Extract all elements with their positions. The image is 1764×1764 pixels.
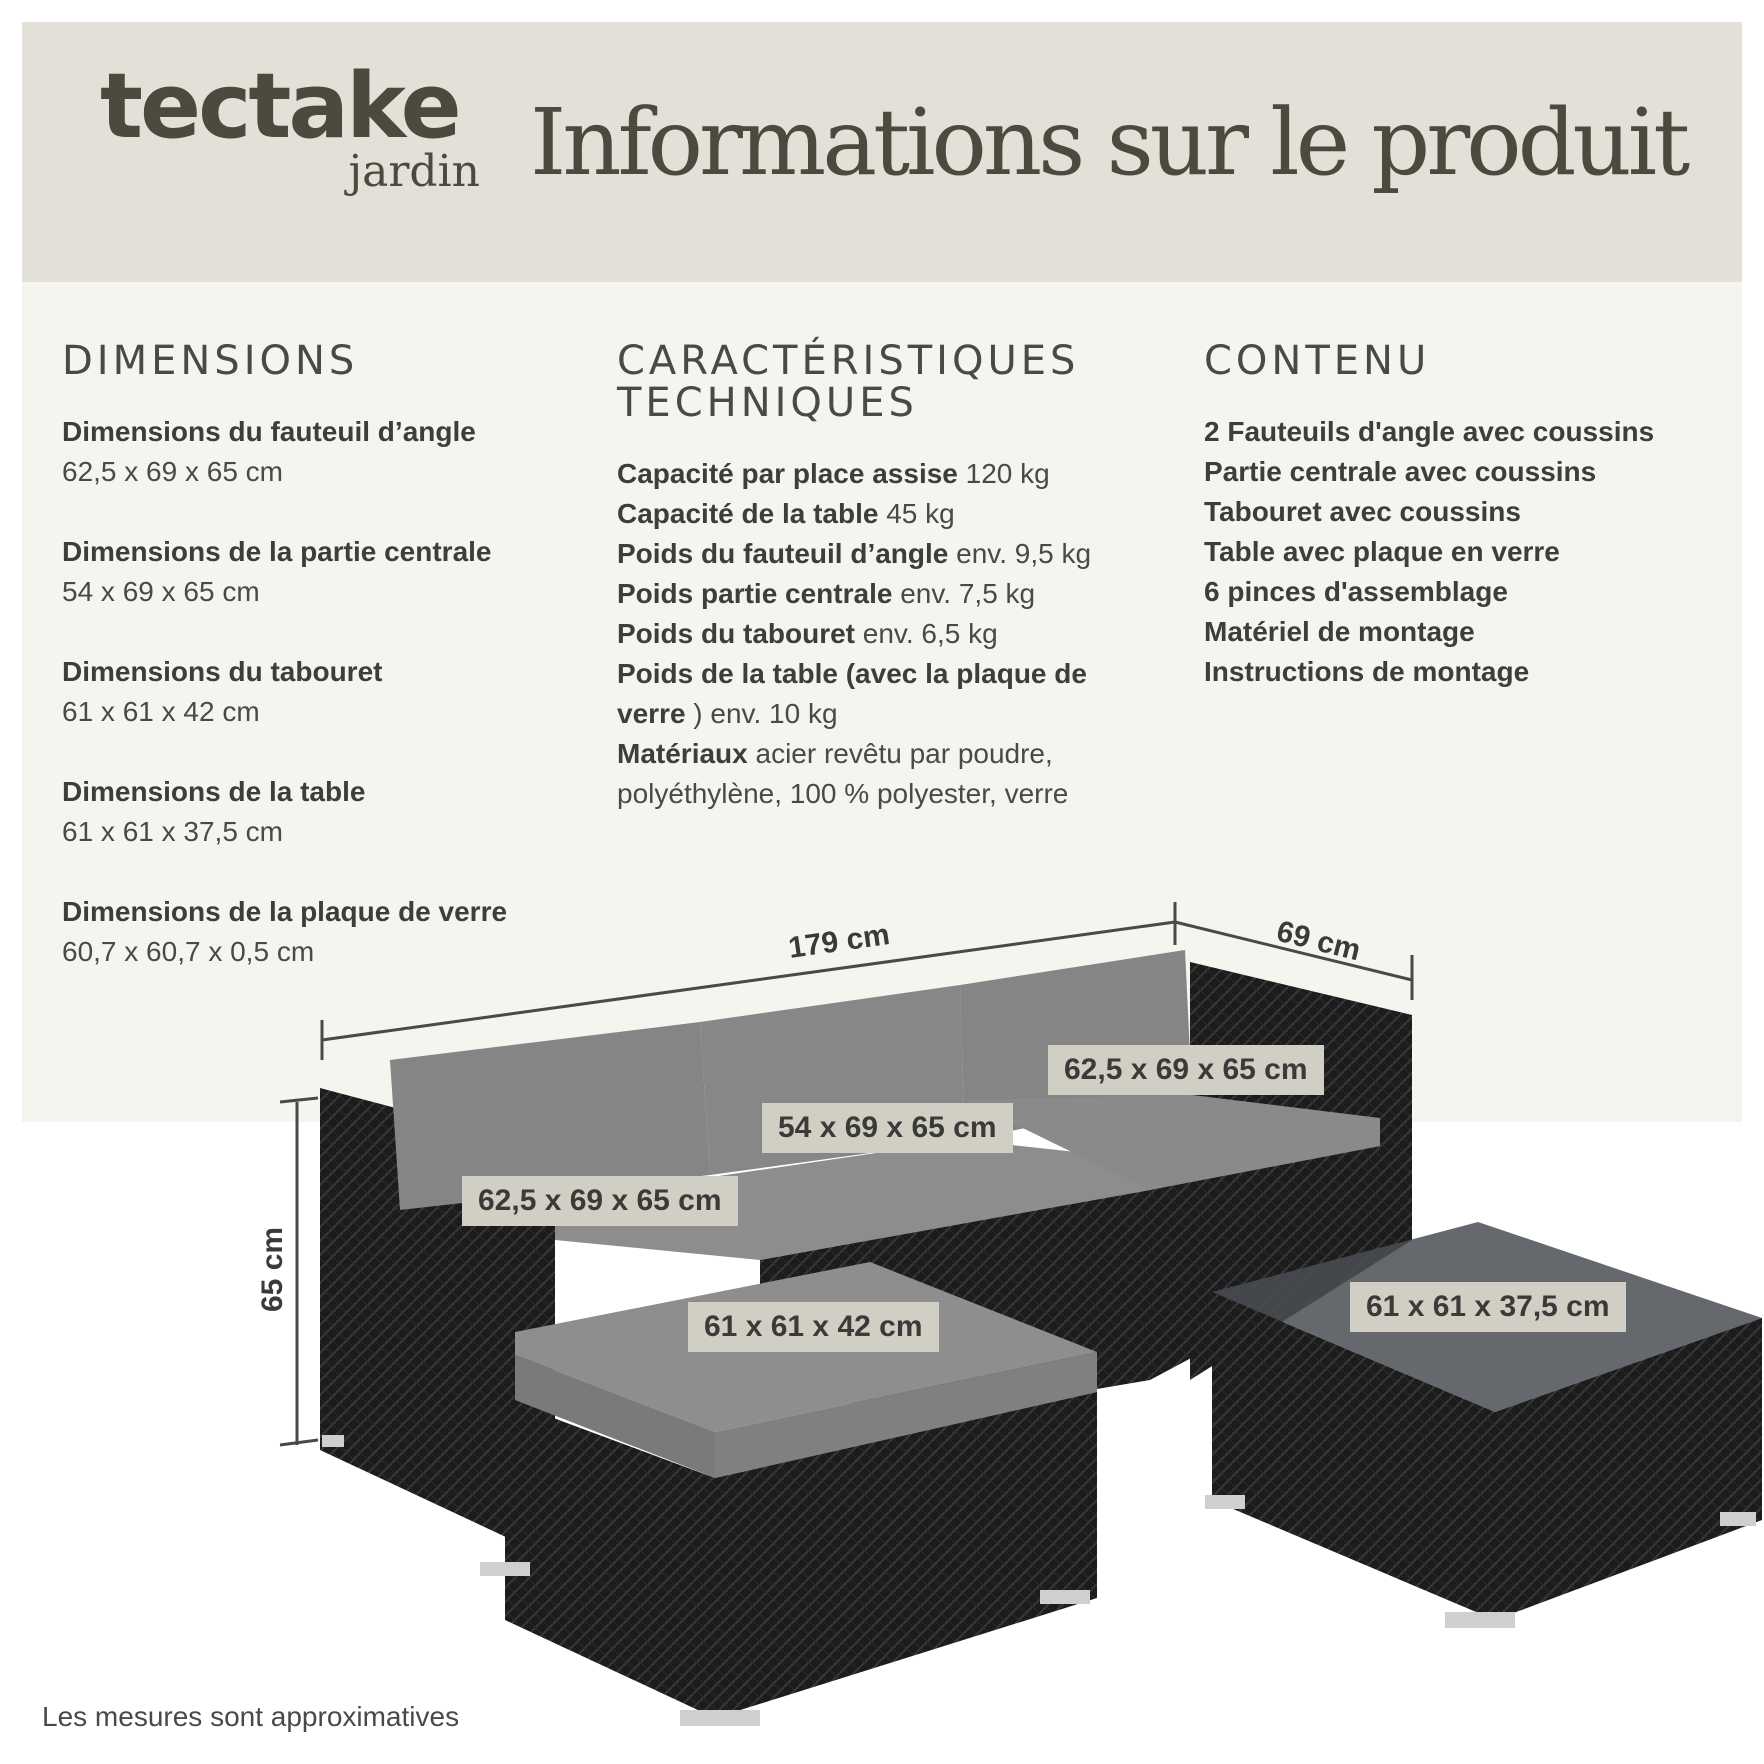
content-item: Matériel de montage bbox=[1204, 616, 1475, 647]
page-title: Informations sur le produit bbox=[530, 89, 1687, 196]
contents-heading: CONTENU bbox=[1204, 338, 1431, 384]
spec-label: Capacité de la table bbox=[617, 498, 879, 529]
content-item: Tabouret avec coussins bbox=[1204, 496, 1521, 527]
spec-value: 120 kg bbox=[965, 458, 1050, 489]
spec-value: acier revêtu par poudre, polyéthylène, 100 % polyester, verre bbox=[617, 738, 1069, 809]
footnote: Les mesures sont approximatives bbox=[42, 1701, 460, 1732]
content-item: 2 Fauteuils d'angle avec coussins bbox=[1204, 416, 1655, 447]
dimension-value: 61 x 61 x 37,5 cm bbox=[62, 816, 284, 847]
brand-name: tectake bbox=[100, 54, 459, 159]
label-corner-left: 62,5 x 69 x 65 cm bbox=[462, 1176, 738, 1226]
label-table: 61 x 61 x 37,5 cm bbox=[1350, 1282, 1626, 1332]
depth-measure: 69 cm bbox=[1273, 914, 1364, 968]
label-corner-right: 62,5 x 69 x 65 cm bbox=[1048, 1045, 1324, 1095]
brand-sub: jardin bbox=[348, 146, 480, 197]
label-stool: 61 x 61 x 42 cm bbox=[688, 1302, 939, 1352]
dimension-label: Dimensions du tabouret bbox=[62, 656, 383, 687]
content-item: Table avec plaque en verre bbox=[1204, 536, 1560, 567]
spec-label: Poids du tabouret bbox=[617, 618, 855, 649]
label-center: 54 x 69 x 65 cm bbox=[762, 1103, 1013, 1153]
dimensions-heading: DIMENSIONS bbox=[62, 338, 359, 384]
content-item: Partie centrale avec coussins bbox=[1204, 456, 1597, 487]
spec-label: Poids partie centrale bbox=[617, 578, 893, 609]
dimension-value: 61 x 61 x 42 cm bbox=[62, 696, 260, 727]
spec-label: Poids de la table (avec la plaque de verre bbox=[617, 658, 1087, 729]
specs-heading-line2: TECHNIQUES bbox=[617, 380, 918, 426]
dimension-value: 54 x 69 x 65 cm bbox=[62, 576, 260, 607]
dimension-value: 60,7 x 60,7 x 0,5 cm bbox=[62, 936, 315, 967]
width-measure: 179 cm bbox=[786, 918, 892, 965]
spec-value: env. 9,5 kg bbox=[956, 538, 1092, 569]
dimension-label: Dimensions de la plaque de verre bbox=[62, 896, 508, 927]
spec-value: ) env. 10 kg bbox=[693, 698, 838, 729]
dimension-label: Dimensions de la partie centrale bbox=[62, 536, 492, 567]
dimension-label: Dimensions du fauteuil d’angle bbox=[62, 416, 476, 447]
dimension-value: 62,5 x 69 x 65 cm bbox=[62, 456, 284, 487]
spec-value: env. 7,5 kg bbox=[900, 578, 1036, 609]
spec-label: Matériaux bbox=[617, 738, 748, 769]
content-item: Instructions de montage bbox=[1204, 656, 1530, 687]
specs-heading-line1: CARACTÉRISTIQUES bbox=[617, 338, 1080, 384]
dimension-label: Dimensions de la table bbox=[62, 776, 366, 807]
spec-label: Capacité par place assise bbox=[617, 458, 958, 489]
height-measure: 65 cm bbox=[256, 1226, 289, 1312]
spec-label: Poids du fauteuil d’angle bbox=[617, 538, 949, 569]
content-item: 6 pinces d'assemblage bbox=[1204, 576, 1508, 607]
spec-value: 45 kg bbox=[886, 498, 955, 529]
spec-value: env. 6,5 kg bbox=[862, 618, 998, 649]
